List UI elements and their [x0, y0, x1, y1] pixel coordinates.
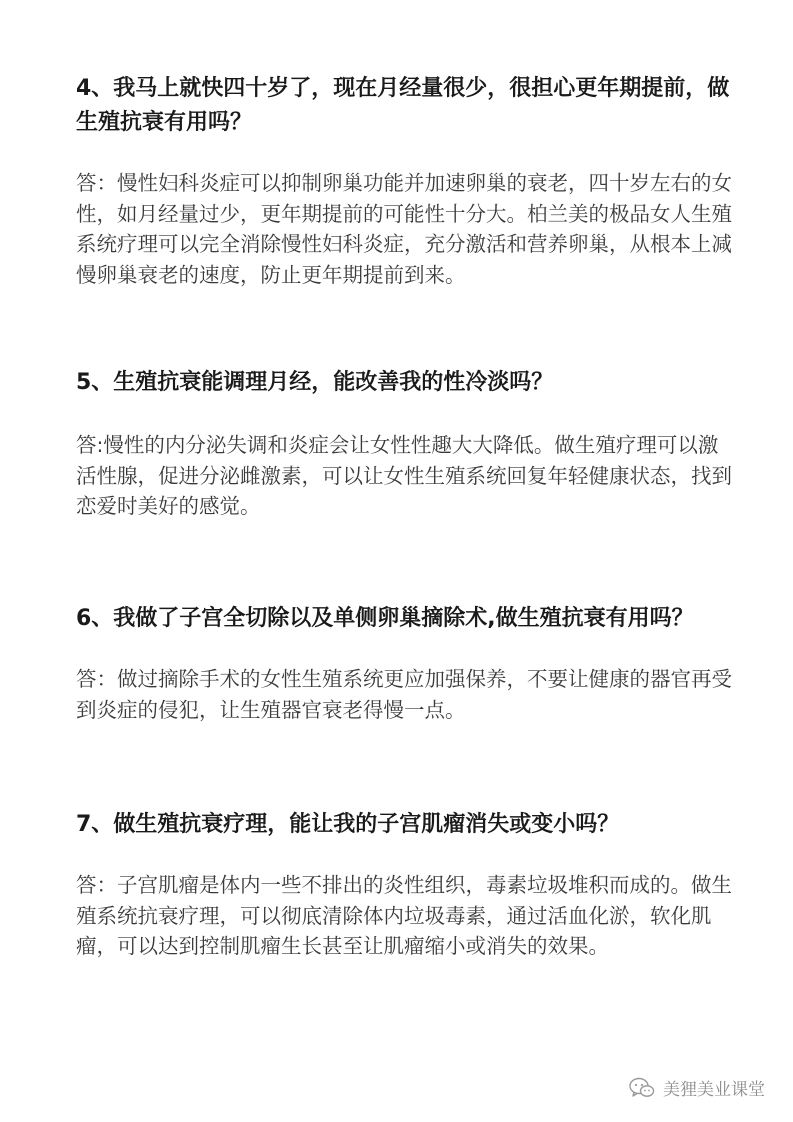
qa-item	[76, 72, 736, 290]
qa-item	[76, 808, 736, 962]
qa-item	[76, 602, 736, 725]
answer-text: 答:慢性的内分泌失调和炎症会让女性性趣大大降低。做生殖疗理可以激活性腺，促进分泌雌激素，可以让女性生殖系统回复年轻健康状态，找到恋爱时美好的感觉。	[76, 433, 732, 518]
question-heading: 5、生殖抗衰能调理月经，能改善我的性冷淡吗？	[76, 370, 554, 395]
answer-text: 答：子宫肌瘤是体内一些不排出的炎性组织，毒素垃圾堆积而成的。做生殖系统抗衰疗理，可以彻底清除体内垃圾毒素，通过活血化淤，软化肌瘤，可以达到控制肌瘤生长甚至让肌瘤缩小或消失的效果。	[76, 873, 732, 958]
question-heading: 4、我马上就快四十岁了，现在月经量很少，很担心更年期提前，做生殖抗衰有用吗？	[76, 76, 730, 135]
qa-item	[76, 366, 736, 522]
answer-text: 答：慢性妇科炎症可以抑制卵巢功能并加速卵巢的衰老，四十岁左右的女性，如月经量过少，更年期提前的可能性十分大。柏兰美的极品女人生殖系统疗理可以完全消除慢性妇科炎症，充分激活和营养卵巢，从根本上减慢卵巢衰老的速度，防止更年期提前到来。	[76, 171, 732, 287]
watermark	[629, 1075, 765, 1100]
watermark-text: 美狸美业课堂	[663, 1080, 765, 1100]
answer-text: 答：做过摘除手术的女性生殖系统更应加强保养，不要让健康的器官再受到炎症的侵犯，让生殖器官衰老得慢一点。	[76, 667, 732, 722]
question-heading: 7、做生殖抗衰疗理，能让我的子宫肌瘤消失或变小吗？	[76, 812, 620, 837]
wechat-icon	[629, 1077, 655, 1099]
question-heading: 6、我做了子宫全切除以及单侧卵巢摘除术,做生殖抗衰有用吗？	[76, 606, 694, 631]
